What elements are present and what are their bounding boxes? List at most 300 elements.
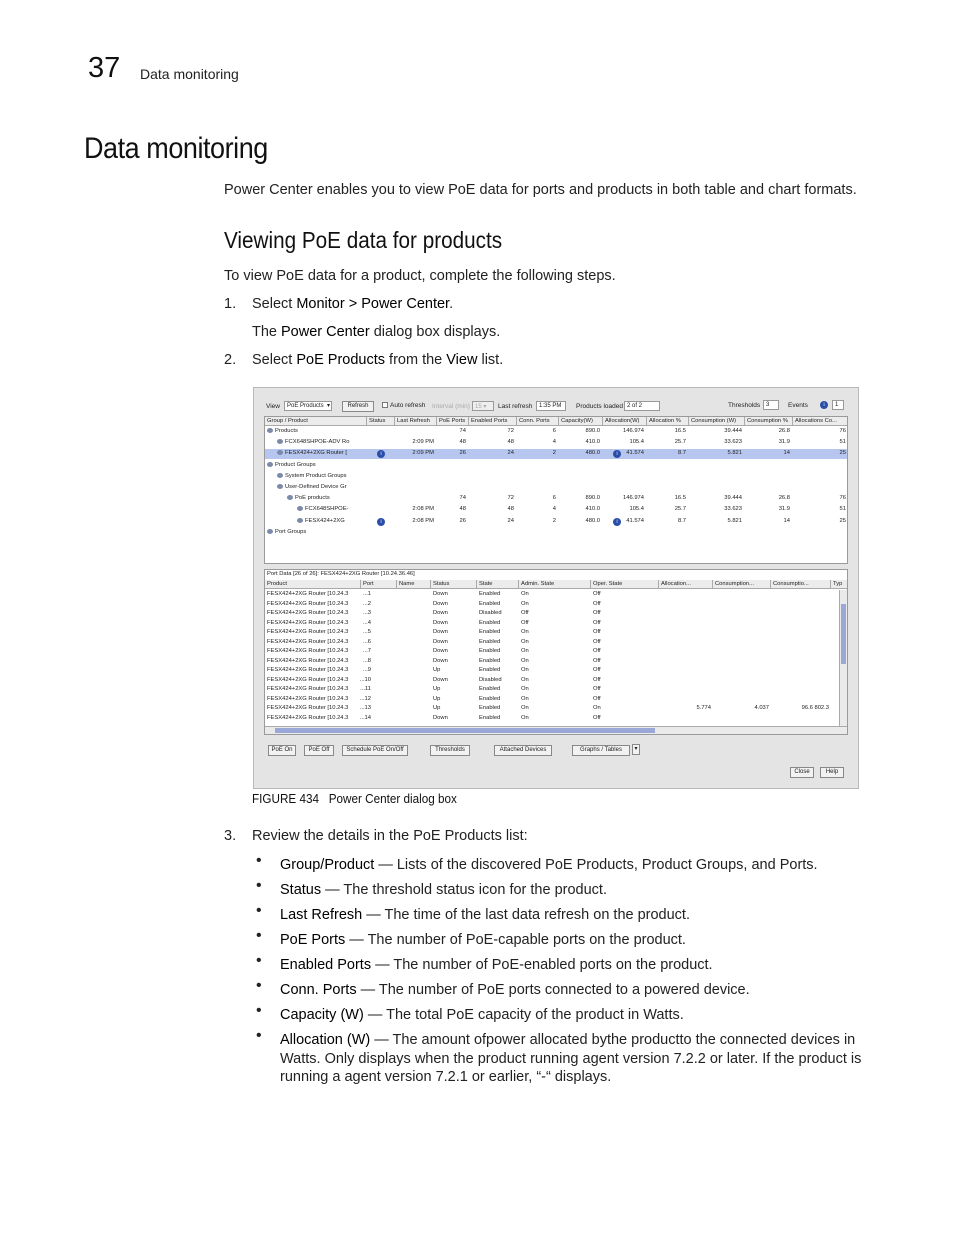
intro-text: Power Center enables you to view PoE data for ports and products in both table and chart formats. bbox=[224, 182, 857, 198]
list-item bbox=[280, 856, 870, 875]
column-header[interactable]: Status bbox=[431, 580, 477, 589]
table-cell: ...13 bbox=[359, 705, 371, 711]
graphs-tables-button[interactable]: Graphs / Tables bbox=[572, 745, 630, 756]
table-cell: On bbox=[521, 648, 529, 654]
chevron-down-icon[interactable]: ▾ bbox=[632, 744, 640, 755]
table-cell: 48 bbox=[459, 439, 466, 446]
bullet-term: Capacity (W) bbox=[280, 1007, 364, 1023]
table-cell: 410.0 bbox=[585, 439, 600, 446]
table-cell: Down bbox=[433, 648, 448, 654]
table-cell: 33.623 bbox=[724, 439, 742, 446]
bullet-icon: • bbox=[256, 952, 262, 969]
table-cell: 5.821 bbox=[727, 517, 742, 524]
bullet-icon: • bbox=[256, 927, 262, 944]
table-cell: 2:09 PM bbox=[412, 439, 434, 446]
table-cell: 5.821 bbox=[727, 450, 742, 457]
figure-caption-text: Power Center dialog box bbox=[328, 791, 457, 806]
bullet-term: Last Refresh bbox=[280, 907, 363, 923]
table-cell: On bbox=[521, 657, 529, 664]
table-cell: 31.9 bbox=[778, 506, 790, 513]
table-row[interactable] bbox=[265, 517, 848, 527]
group-product-cell bbox=[277, 472, 367, 481]
row-label: FCX648SHPOE- bbox=[305, 506, 349, 513]
tree-node-icon bbox=[277, 439, 283, 444]
bullet-term: Conn. Ports bbox=[280, 982, 357, 998]
table-cell: On bbox=[521, 638, 529, 645]
table-cell: Up bbox=[433, 695, 441, 702]
attached-devices-button[interactable]: Attached Devices bbox=[494, 745, 552, 756]
bullet-term: Group/Product bbox=[280, 857, 375, 873]
table-cell: Off bbox=[593, 676, 601, 683]
view-select[interactable]: PoE Products ▾ bbox=[284, 401, 332, 411]
table-cell: Off bbox=[593, 629, 601, 635]
table-row[interactable] bbox=[265, 676, 841, 685]
help-button[interactable]: Help bbox=[820, 767, 844, 778]
interval-select[interactable]: 15 ▾ bbox=[472, 401, 494, 411]
table-cell: 48 bbox=[507, 506, 514, 513]
table-row[interactable] bbox=[265, 505, 848, 515]
products-loaded-field: 2 of 2 bbox=[624, 401, 660, 411]
row-label: PoE products bbox=[295, 495, 330, 502]
column-header[interactable]: Consumption... bbox=[713, 580, 771, 589]
table-cell: 16.5 bbox=[674, 495, 686, 502]
table-cell: On bbox=[521, 667, 529, 673]
table-cell: ...3 bbox=[362, 610, 371, 616]
table-cell: 76 bbox=[839, 495, 846, 502]
bullet-description: — The threshold status icon for the product. bbox=[321, 882, 607, 898]
table-cell: Up bbox=[433, 705, 441, 711]
products-loaded-label: Products loaded bbox=[576, 403, 623, 410]
step-1-note: The Power Center dialog box displays. bbox=[252, 324, 501, 340]
table-cell: FESX424+2XG Router [10.24.3 bbox=[267, 610, 349, 616]
table-cell: 72 bbox=[507, 428, 514, 434]
table-cell: On bbox=[521, 695, 529, 702]
step-text: Select Monitor > Power Center. bbox=[252, 296, 454, 312]
bullet-description: — The number of PoE ports connected to a powered device. bbox=[356, 982, 750, 998]
table-cell: Down bbox=[433, 657, 448, 664]
table-cell: Off bbox=[521, 610, 529, 616]
table-cell: FESX424+2XG Router [10.24.3 bbox=[267, 638, 349, 645]
events-label: Events bbox=[788, 402, 808, 409]
list-item bbox=[280, 956, 870, 975]
row-label: User-Defined Device Gr bbox=[285, 484, 347, 490]
thresholds-field: 3 bbox=[763, 400, 779, 410]
table-cell: 2:08 PM bbox=[412, 517, 434, 524]
table-cell: ...11 bbox=[360, 686, 371, 692]
column-header[interactable]: Consumptio... bbox=[771, 580, 831, 589]
column-header[interactable]: Status bbox=[367, 417, 395, 426]
tree-node-icon bbox=[297, 518, 303, 523]
auto-refresh-checkbox[interactable]: Auto refresh bbox=[382, 402, 425, 409]
tree-node-icon bbox=[277, 473, 283, 478]
step-text: Select PoE Products from the View list. bbox=[252, 352, 504, 368]
bullet-icon: • bbox=[256, 902, 262, 919]
poe-off-button[interactable]: PoE Off bbox=[304, 745, 334, 756]
tree-node-icon bbox=[267, 462, 273, 467]
table-cell: Enabled bbox=[479, 714, 501, 721]
table-cell: Enabled bbox=[479, 600, 501, 607]
table-cell: FESX424+2XG Router [10.24.3 bbox=[267, 705, 349, 711]
table-cell: Up bbox=[433, 686, 441, 692]
table-cell: 2:09 PM bbox=[412, 450, 434, 457]
table-cell: 105.4 bbox=[629, 439, 644, 446]
table-cell: Down bbox=[433, 619, 448, 626]
table-cell: Enabled bbox=[479, 638, 501, 645]
column-header[interactable]: Allocation... bbox=[659, 580, 713, 589]
table-cell: 26 bbox=[459, 517, 466, 524]
group-product-cell bbox=[277, 438, 367, 447]
row-label: FESX424+2XG Router [ bbox=[285, 450, 348, 457]
group-product-cell bbox=[287, 494, 367, 503]
scrollbar-thumb[interactable] bbox=[275, 728, 655, 733]
bullet-term: PoE Ports bbox=[280, 932, 346, 948]
list-item bbox=[280, 931, 870, 950]
events-field: 1 bbox=[832, 400, 844, 410]
table-cell: Off bbox=[593, 648, 601, 654]
table-cell: Enabled bbox=[479, 695, 501, 702]
table-cell: Off bbox=[593, 591, 601, 597]
list-item bbox=[280, 981, 870, 1000]
table-cell: 26.8 bbox=[778, 495, 790, 502]
bullet-description: — Lists of the discovered PoE Products, Product Groups, and Ports. bbox=[374, 857, 818, 873]
table-row[interactable] bbox=[265, 528, 848, 538]
table-row[interactable] bbox=[265, 472, 848, 482]
table-row[interactable] bbox=[265, 666, 841, 675]
list-item bbox=[280, 881, 870, 900]
table-cell: 39.444 bbox=[724, 495, 742, 502]
table-cell: Down bbox=[433, 591, 448, 597]
table-row[interactable] bbox=[265, 638, 841, 647]
table-cell: Enabled bbox=[479, 629, 501, 635]
bullet-description: — The total PoE capacity of the product in Watts. bbox=[363, 1007, 684, 1023]
column-header[interactable]: Group / Product bbox=[265, 417, 367, 426]
figure-label: FIGURE 434 bbox=[252, 791, 319, 806]
status-info-icon: i bbox=[613, 518, 621, 526]
table-cell: 74 bbox=[459, 428, 466, 434]
list-item bbox=[280, 1031, 870, 1087]
table-cell: 33.623 bbox=[724, 506, 742, 513]
table-row[interactable] bbox=[265, 590, 841, 599]
column-header[interactable]: Typ bbox=[831, 580, 848, 589]
port-data-panel bbox=[264, 569, 848, 735]
scrollbar-thumb[interactable] bbox=[841, 604, 846, 664]
table-cell: Enabled bbox=[479, 686, 501, 692]
table-cell: Enabled bbox=[479, 705, 501, 711]
table-cell: Enabled bbox=[479, 667, 501, 673]
table-cell: ...8 bbox=[362, 657, 371, 664]
bullet-description: — The number of PoE-enabled ports on the product. bbox=[371, 957, 713, 973]
table-cell: 41.574 bbox=[626, 517, 644, 524]
column-header[interactable]: Allocation(W) bbox=[603, 417, 647, 426]
table-cell: Off bbox=[593, 657, 601, 664]
table-cell: ...7 bbox=[362, 648, 371, 654]
table-cell: ...5 bbox=[362, 629, 371, 635]
list-item bbox=[280, 1006, 870, 1025]
chapter-title: Data monitoring bbox=[140, 66, 239, 82]
tree-node-icon bbox=[267, 529, 273, 534]
bullet-icon: • bbox=[256, 977, 262, 994]
tree-node-icon bbox=[267, 428, 273, 433]
bullet-icon: • bbox=[256, 877, 262, 894]
page-title: Data monitoring bbox=[84, 132, 268, 165]
table-cell: FESX424+2XG Router [10.24.3 bbox=[267, 695, 349, 702]
step-number: 3. bbox=[224, 828, 237, 844]
tree-node-icon bbox=[277, 450, 283, 455]
step-text: Review the details in the PoE Products list: bbox=[252, 828, 528, 844]
table-cell: Off bbox=[593, 695, 601, 702]
table-cell: Down bbox=[433, 714, 448, 721]
chevron-down-icon: ▾ bbox=[326, 403, 330, 409]
table-row[interactable] bbox=[265, 483, 848, 493]
table-cell: 14 bbox=[783, 450, 790, 457]
column-header[interactable]: PoE Ports bbox=[437, 417, 469, 426]
table-cell: Down bbox=[433, 610, 448, 616]
column-header[interactable]: Allocations Co... bbox=[793, 417, 848, 426]
status-info-icon: i bbox=[377, 518, 385, 526]
bullet-icon: • bbox=[256, 852, 262, 869]
close-button[interactable]: Close bbox=[790, 767, 814, 778]
poe-on-button[interactable]: PoE On bbox=[268, 745, 296, 756]
table-cell: FESX424+2XG Router [10.24.3 bbox=[267, 676, 349, 683]
checkbox-icon bbox=[382, 402, 388, 408]
table-cell: 480.0 bbox=[585, 517, 600, 524]
table-cell: 24 bbox=[507, 517, 514, 524]
table-cell: 41.574 bbox=[626, 450, 644, 457]
table-row[interactable] bbox=[265, 438, 848, 448]
thresholds-label: Thresholds bbox=[728, 402, 761, 409]
row-label: Products bbox=[275, 428, 298, 434]
table-cell: 6 bbox=[552, 428, 556, 434]
table-cell: ...6 bbox=[362, 638, 371, 645]
refresh-button[interactable]: Refresh bbox=[342, 401, 374, 412]
table-row[interactable] bbox=[265, 657, 841, 666]
column-header[interactable]: Admin. State bbox=[519, 580, 591, 589]
table-cell: 105.4 bbox=[629, 506, 644, 513]
column-header[interactable]: Conn. Ports bbox=[517, 417, 559, 426]
table-cell: 51 bbox=[839, 439, 846, 446]
table-row[interactable] bbox=[265, 714, 841, 723]
table-cell: ...2 bbox=[362, 600, 371, 607]
table-cell: 2 bbox=[552, 517, 556, 524]
column-header[interactable]: Port bbox=[361, 580, 397, 589]
table-cell: 4 bbox=[552, 439, 556, 446]
schedule-poe-on-off-button[interactable]: Schedule PoE On/Off bbox=[342, 745, 408, 756]
group-product-cell bbox=[277, 483, 367, 492]
table-cell: 8.7 bbox=[677, 450, 686, 457]
table-cell: 39.444 bbox=[724, 428, 742, 434]
table-row[interactable] bbox=[265, 704, 841, 713]
horizontal-scrollbar[interactable] bbox=[265, 726, 848, 734]
row-label: FCX648SHPOE-ADV Ro bbox=[285, 439, 350, 446]
bullet-icon: • bbox=[256, 1002, 262, 1019]
table-cell: ...10 bbox=[359, 676, 371, 683]
table-row[interactable] bbox=[265, 427, 848, 437]
table-row[interactable] bbox=[265, 609, 841, 618]
last-refresh-field: 1:35 PM bbox=[536, 401, 566, 411]
table-cell: ...4 bbox=[362, 619, 371, 626]
table-cell: On bbox=[521, 629, 529, 635]
table-cell: FESX424+2XG Router [10.24.3 bbox=[267, 657, 349, 664]
table-cell: FESX424+2XG Router [10.24.3 bbox=[267, 686, 349, 692]
table-cell: Up bbox=[433, 667, 441, 673]
vertical-scrollbar[interactable] bbox=[839, 590, 847, 728]
column-header[interactable]: Last Refresh bbox=[395, 417, 437, 426]
table-cell: ...14 bbox=[359, 714, 371, 721]
table-cell: 25.7 bbox=[674, 506, 686, 513]
table-cell: FESX424+2XG Router [10.24.3 bbox=[267, 667, 349, 673]
group-product-cell bbox=[277, 449, 367, 458]
table-cell: 48 bbox=[507, 439, 514, 446]
table-cell: FESX424+2XG Router [10.24.3 bbox=[267, 600, 349, 607]
table-cell: 5.774 bbox=[696, 705, 711, 711]
table-row[interactable] bbox=[265, 494, 848, 504]
step-number: 2. bbox=[224, 352, 237, 368]
table-cell: 890.0 bbox=[585, 495, 600, 502]
table-row[interactable] bbox=[265, 600, 841, 609]
table-cell: 4 bbox=[552, 506, 556, 513]
table-cell: Disabled bbox=[479, 676, 502, 683]
column-header[interactable]: State bbox=[477, 580, 519, 589]
bullet-description: — The time of the last data refresh on the product. bbox=[362, 907, 690, 923]
column-header[interactable]: Consumption (W) bbox=[689, 417, 745, 426]
table-cell: 410.0 bbox=[585, 506, 600, 513]
table-cell: 74 bbox=[459, 495, 466, 502]
port-data-title: Port Data [26 of 26]: FESX424+2XG Router [10.24.36.46] bbox=[267, 571, 415, 577]
table-cell: On bbox=[521, 705, 529, 711]
group-product-cell bbox=[297, 517, 367, 526]
table-row[interactable] bbox=[265, 628, 841, 637]
group-product-cell bbox=[297, 505, 367, 514]
table-cell: 25.7 bbox=[674, 439, 686, 446]
interval-label: Interval (min) bbox=[432, 403, 470, 410]
table-cell: 76 bbox=[839, 428, 846, 434]
table-cell: Down bbox=[433, 676, 448, 683]
column-header[interactable]: Allocation % bbox=[647, 417, 689, 426]
tree-node-icon bbox=[287, 495, 293, 500]
table-cell: 16.5 bbox=[674, 428, 686, 434]
table-cell: Off bbox=[593, 686, 601, 692]
last-refresh-label: Last refresh bbox=[498, 403, 533, 410]
table-cell: Enabled bbox=[479, 648, 501, 654]
bullet-icon: • bbox=[256, 1027, 262, 1044]
group-product-cell bbox=[267, 528, 367, 537]
table-cell: On bbox=[593, 705, 601, 711]
table-cell: 480.0 bbox=[585, 450, 600, 457]
table-cell: 24 bbox=[507, 450, 514, 457]
row-label: Port Groups bbox=[275, 528, 307, 535]
table-cell: FESX424+2XG Router [10.24.3 bbox=[267, 629, 349, 635]
table-cell: On bbox=[521, 676, 529, 683]
table-cell: Off bbox=[593, 600, 601, 607]
table-cell: 26 bbox=[459, 450, 466, 457]
table-row[interactable] bbox=[265, 647, 841, 656]
table-cell: On bbox=[521, 714, 529, 721]
status-info-icon: i bbox=[377, 450, 385, 458]
table-row[interactable] bbox=[265, 461, 848, 471]
table-cell: 6 bbox=[552, 495, 556, 502]
section-lead: To view PoE data for a product, complete the following steps. bbox=[224, 268, 616, 284]
port-data-table[interactable] bbox=[265, 580, 848, 728]
table-cell: ...12 bbox=[359, 695, 371, 702]
table-row[interactable] bbox=[265, 695, 841, 704]
bullet-term: Enabled Ports bbox=[280, 957, 372, 973]
thresholds-button[interactable]: Thresholds bbox=[430, 745, 470, 756]
table-cell: 96.6 802.3 bbox=[801, 705, 829, 711]
table-cell: On bbox=[521, 591, 529, 597]
table-cell: 48 bbox=[459, 506, 466, 513]
table-cell: 146.974 bbox=[623, 495, 644, 502]
column-header[interactable]: Name bbox=[397, 580, 431, 589]
table-cell: FESX424+2XG Router [10.24.3 bbox=[267, 591, 349, 597]
table-cell: Enabled bbox=[479, 657, 501, 664]
table-cell: Disabled bbox=[479, 610, 502, 616]
column-header[interactable]: Capacity(W) bbox=[559, 417, 603, 426]
table-cell: On bbox=[521, 686, 529, 692]
table-cell: Off bbox=[593, 619, 601, 626]
table-cell: Off bbox=[521, 619, 529, 626]
table-cell: On bbox=[521, 600, 529, 607]
bullet-description: — The amount ofpower allocated bythe productto the connected devices in Watts. Only displays when the product running agent version 7.2.2 or later. If the product is running a agent version 7.2.1 or earlier, “-“ displays. bbox=[280, 1032, 862, 1085]
table-row[interactable] bbox=[265, 685, 841, 694]
table-cell: Off bbox=[593, 610, 601, 616]
table-row[interactable] bbox=[265, 619, 841, 628]
row-label: FESX424+2XG bbox=[305, 517, 345, 524]
table-cell: Down bbox=[433, 629, 448, 635]
table-cell: 51 bbox=[839, 506, 846, 513]
group-product-cell bbox=[267, 427, 367, 436]
chapter-number: 37 bbox=[88, 52, 121, 84]
table-cell: FESX424+2XG Router [10.24.3 bbox=[267, 619, 349, 626]
table-cell: 72 bbox=[507, 495, 514, 502]
table-cell: Off bbox=[593, 638, 601, 645]
bullet-term: Allocation (W) bbox=[280, 1032, 371, 1048]
tree-node-icon bbox=[277, 484, 283, 489]
step-number: 1. bbox=[224, 296, 237, 312]
table-cell: 890.0 bbox=[585, 428, 600, 434]
power-center-dialog bbox=[253, 387, 859, 789]
table-cell: ...1 bbox=[362, 591, 371, 597]
row-label: System Product Groups bbox=[285, 472, 347, 479]
table-cell: 31.9 bbox=[778, 439, 790, 446]
group-product-cell bbox=[267, 461, 367, 470]
column-header[interactable]: Enabled Ports bbox=[469, 417, 517, 426]
list-item bbox=[280, 906, 870, 925]
table-cell: Off bbox=[593, 714, 601, 721]
table-cell: Enabled bbox=[479, 619, 501, 626]
table-cell: 14 bbox=[783, 517, 790, 524]
table-cell: 26.8 bbox=[778, 428, 790, 434]
column-header[interactable]: Product bbox=[265, 580, 361, 589]
table-cell: Down bbox=[433, 638, 448, 645]
figure-caption bbox=[252, 791, 457, 806]
status-info-icon: i bbox=[613, 450, 621, 458]
table-cell: 25 bbox=[839, 450, 846, 457]
table-cell: 2 bbox=[552, 450, 556, 457]
column-header[interactable]: Consumption % bbox=[745, 417, 793, 426]
tree-node-icon bbox=[297, 506, 303, 511]
bullet-term: Status bbox=[280, 882, 322, 898]
table-cell: Enabled bbox=[479, 591, 501, 597]
bullet-description: — The number of PoE-capable ports on the product. bbox=[345, 932, 686, 948]
table-cell: 146.974 bbox=[623, 428, 644, 434]
column-header[interactable]: Oper. State bbox=[591, 580, 659, 589]
table-cell: FESX424+2XG Router [10.24.3 bbox=[267, 714, 349, 721]
table-cell: 2:08 PM bbox=[412, 506, 434, 513]
section-title: Viewing PoE data for products bbox=[224, 227, 503, 253]
products-table[interactable] bbox=[264, 416, 848, 564]
row-label: Product Groups bbox=[275, 461, 316, 468]
table-row[interactable] bbox=[265, 449, 848, 459]
